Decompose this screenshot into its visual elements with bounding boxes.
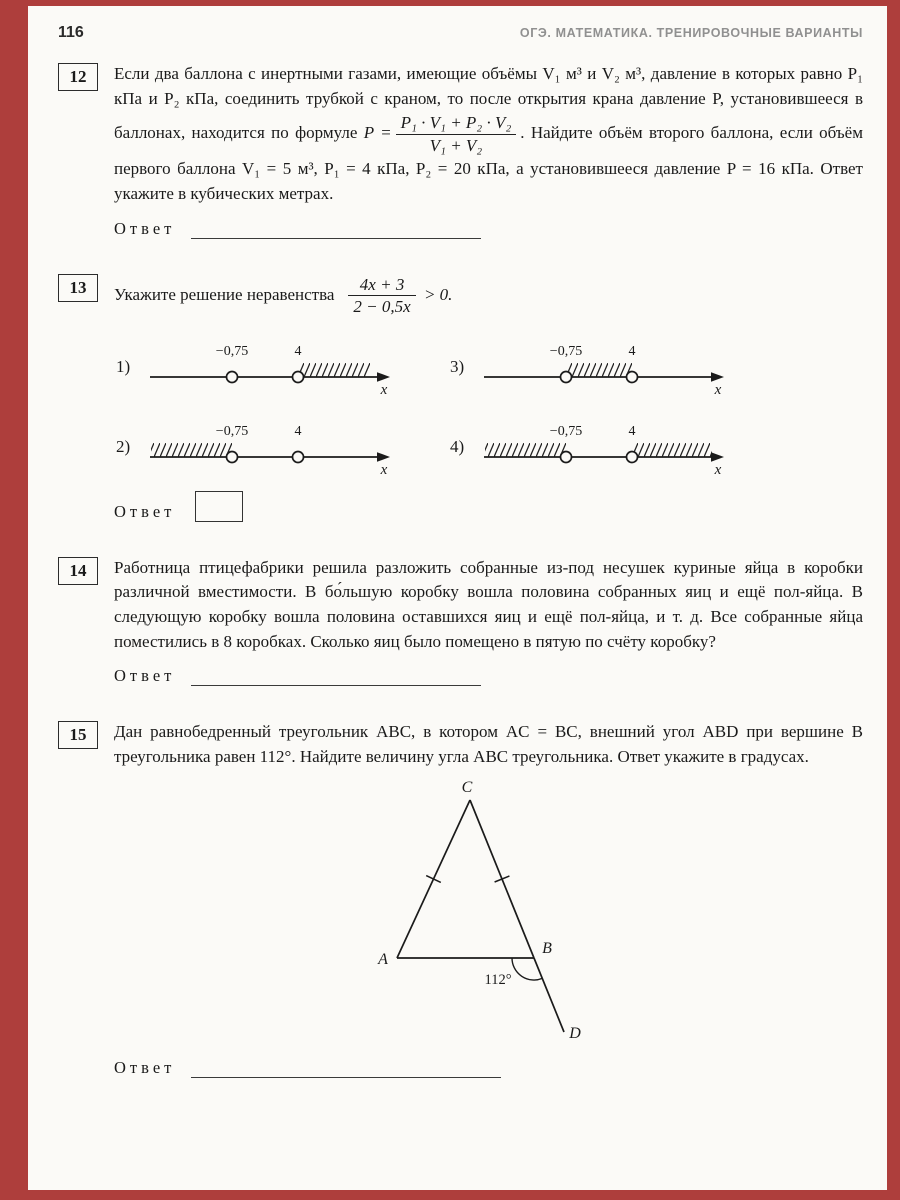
answer-row-12 (114, 219, 863, 239)
hatch-region (566, 363, 632, 377)
point-label-left: −0,75 (549, 423, 583, 439)
fraction-denominator: 2 − 0,5x (353, 297, 411, 317)
answer-options (116, 335, 863, 479)
problem-text (114, 62, 863, 207)
problem-number-badge: 12 (58, 63, 98, 91)
formula-fraction (396, 113, 517, 155)
answer-label: Ответ (114, 1057, 176, 1077)
axis-variable-label: x (714, 461, 722, 478)
number-line-figure (482, 415, 732, 479)
option-label: 3) (450, 356, 465, 376)
open-point-left (561, 451, 572, 462)
hatch-region (298, 363, 370, 377)
ray-bd (534, 958, 564, 1032)
open-point-left (561, 371, 572, 382)
axis-variable-label: x (380, 381, 388, 398)
problem-text: Дан равнобедренный треугольник ABC, в котором AC = BC, внешний угол ABD при вершине B треугольника равен 112°. Найдите величину угла ABC треугольника. Ответ укажите в градусах. (114, 722, 863, 766)
number-line-option-1 (116, 335, 398, 399)
book-page (28, 6, 887, 1190)
problem-12 (58, 62, 863, 267)
triangle-figure (339, 778, 639, 1046)
open-point-left (227, 371, 238, 382)
axis-arrow-icon (711, 372, 724, 382)
problem-body (114, 62, 863, 267)
formula-fraction (348, 275, 415, 317)
answer-label: Ответ (114, 666, 176, 686)
open-point-left (227, 451, 238, 462)
number-line-option-2 (116, 415, 398, 479)
open-point-right (627, 451, 638, 462)
answer-row-15 (114, 1058, 863, 1078)
formula-lhs: P = (363, 123, 392, 143)
problem-body (114, 720, 863, 1077)
point-label-left: −0,75 (215, 343, 249, 359)
problem-number-badge: 15 (58, 721, 98, 749)
open-point-right (293, 451, 304, 462)
problem-text (114, 273, 863, 319)
option-label: 4) (450, 436, 465, 456)
hatch-region (151, 443, 232, 457)
hatch-region-right (632, 443, 712, 457)
problem-14 (58, 556, 863, 715)
point-label-right: 4 (628, 423, 636, 439)
axis-variable-label: x (380, 461, 388, 478)
option-label: 2) (116, 436, 131, 456)
fraction-numerator: 4x + 3 (348, 275, 415, 297)
vertex-label-b: B (541, 939, 552, 957)
open-point-right (293, 371, 304, 382)
point-label-left: −0,75 (215, 423, 249, 439)
point-label-right: 4 (294, 423, 302, 439)
point-label-d: D (568, 1024, 581, 1042)
problem-body (114, 556, 863, 715)
answer-blank-box (195, 491, 243, 522)
fraction-denominator: V₁ + V₂ (429, 135, 483, 155)
vertex-label-c: C (461, 778, 472, 796)
answer-blank-line (191, 219, 481, 239)
vertex-label-a: A (377, 950, 388, 968)
problem-number-badge: 13 (58, 274, 98, 302)
text-before-formula: Если два баллона с инертными газами, имеющие объёмы V₁ м³ и V₂ м³, давление в которых равно P₁ кПа и P₂ кПа, соединить трубкой с краном, то после открытия крана давление P, установившееся в баллонах, находится по формуле (114, 64, 863, 143)
problem-15 (58, 720, 863, 1077)
answer-row-13 (114, 491, 863, 522)
text-before-formula: Укажите решение неравенства (114, 285, 335, 305)
text-after-formula: . Найдите объём второго баллона, если объём первого баллона V₁ = 5 м³, P₁ = 4 кПа, P₂ = 20 кПа, а установившееся давление P = 16 кПа. Ответ укажите в кубических метрах. (114, 123, 863, 204)
page-number: 116 (58, 24, 84, 41)
number-line-figure (148, 415, 398, 479)
fraction-numerator: P₁ · V₁ + P₂ · V₂ (396, 113, 517, 135)
answer-label: Ответ (114, 501, 176, 521)
axis-arrow-icon (377, 372, 390, 382)
formula-rhs: > 0. (423, 284, 453, 304)
axis-arrow-icon (711, 452, 724, 462)
axis-variable-label: x (714, 381, 722, 398)
inequality-formula (344, 273, 452, 319)
angle-label: 112° (483, 971, 512, 988)
number-line-option-4 (450, 415, 732, 479)
answer-blank-line (191, 1058, 501, 1078)
answer-row-14 (114, 666, 863, 686)
number-line-figure (148, 335, 398, 399)
point-label-right: 4 (628, 343, 636, 359)
page-header (58, 24, 863, 42)
axis-arrow-icon (377, 452, 390, 462)
option-label: 1) (116, 356, 131, 376)
side-tick-mark-ac (426, 875, 441, 882)
number-line-option-3 (450, 335, 732, 399)
pressure-formula (363, 113, 521, 155)
triangle-figure-wrap (339, 778, 639, 1046)
number-line-figure (482, 335, 732, 399)
point-label-right: 4 (294, 343, 302, 359)
answer-label: Ответ (114, 218, 176, 238)
problem-body (114, 273, 863, 550)
open-point-right (627, 371, 638, 382)
running-title: ОГЭ. МАТЕМАТИКА. ТРЕНИРОВОЧНЫЕ ВАРИАНТЫ (519, 26, 863, 40)
hatch-region-left (485, 443, 566, 457)
point-label-left: −0,75 (549, 343, 583, 359)
answer-blank-line (191, 666, 481, 686)
problem-text: Работница птицефабрики решила разложить собранные из-под несушек куриные яйца в коробки различной вместимости. В бо́льшую коробку вошла половина собранных яиц и ещё пол-яйца. В следующую коробку вошла половина оставшихся яиц и ещё пол-яйца, и т. д. Все собранные яйца поместились в 8 коробках. Сколько яиц было помещено в пятую по счёту коробку? (114, 557, 863, 651)
problem-number-badge: 14 (58, 557, 98, 585)
problem-13 (58, 273, 863, 550)
